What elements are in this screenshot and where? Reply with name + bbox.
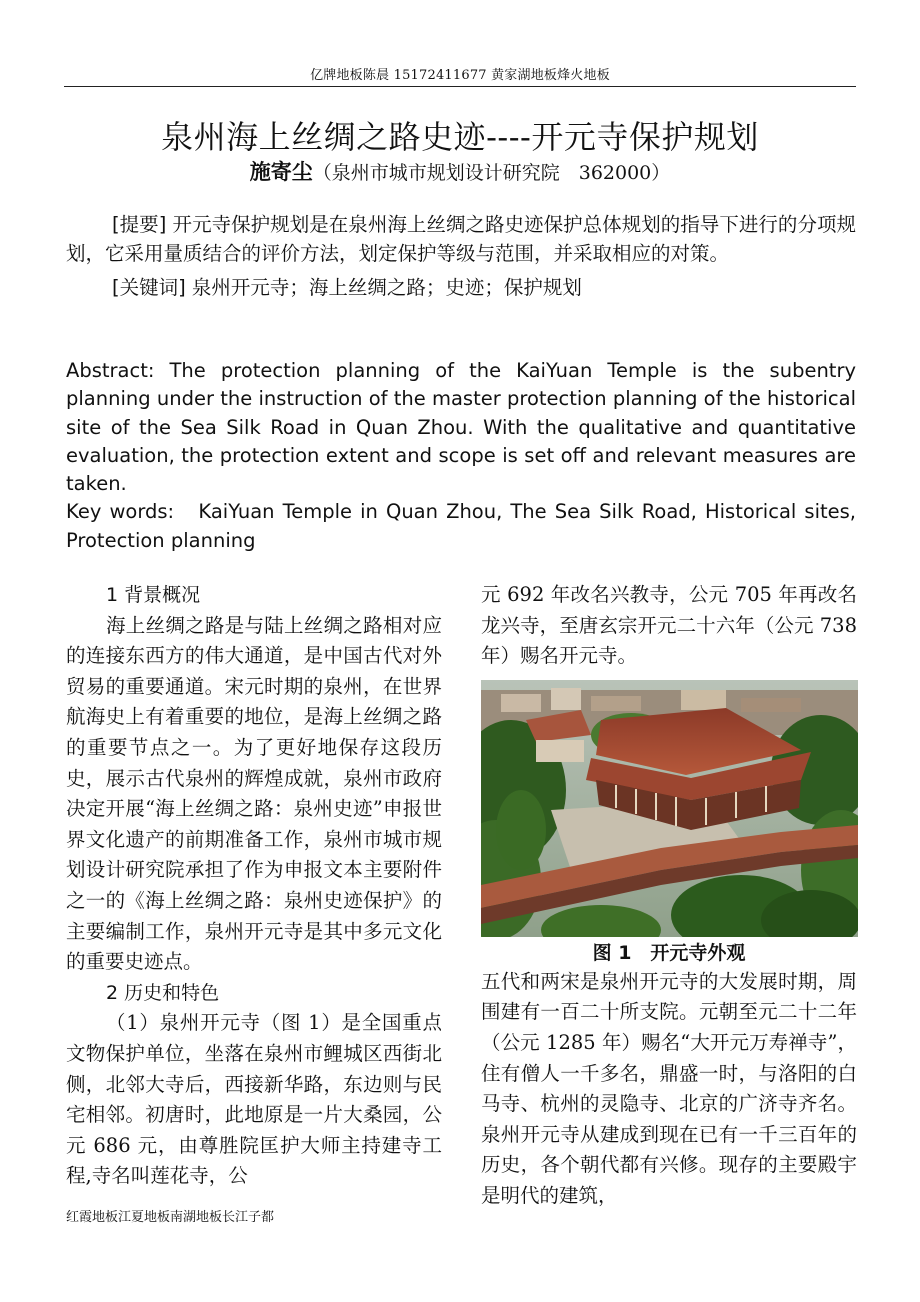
chinese-abstract (66, 210, 856, 302)
abstract-label: [提要] (112, 213, 167, 236)
section-2-heading: 2 历史和特色 (106, 981, 220, 1004)
right-column-text-bottom: 五代和两宋是泉州开元寺的大发展时期，周围建有一百二十所支院。元朝至元二十二年（公元 1285 年）赐名“大开元万寿禅寺”，住有僧人一千多名，鼎盛一时，与洛阳的白马寺、杭州的灵隐寺、北京的广济寺齐名。泉州开元寺从建成到现在已有一千三百年的历史，各个朝代都有兴修。现存的主要殿宇是明代的建筑， (481, 969, 857, 1207)
right-column-text-top: 元 692 年改名兴教寺，公元 705 年再改名龙兴寺，至唐玄宗开元二十六年（公元 738 年）赐名开元寺。 (481, 583, 857, 668)
temple-photo-illustration (481, 680, 858, 937)
right-column (481, 580, 857, 1212)
left-column (66, 580, 442, 1192)
english-abstract-text: The protection planning of the KaiYuan Temple is the subentry planning under the instruction of the master protection planning of the historical site of the Sea Silk Road in Quan Zhou. With the qualitative and quantitative evaluation, the protection extent and scope is set off and relevant measures are taken. (66, 359, 857, 496)
english-abstract (66, 357, 856, 555)
chinese-abstract-paragraph (66, 210, 856, 268)
temple-photo (481, 680, 858, 937)
keywords-label: [关键词] (112, 276, 186, 299)
author-affiliation: （泉州市城市规划设计研究院 362000） (312, 162, 671, 184)
section-1-heading: 1 背景概况 (106, 584, 201, 606)
abstract-text: 开元寺保护规划是在泉州海上丝绸之路史迹保护总体规划的指导下进行的分项规划，它采用量质结合的评价方法，划定保护等级与范围，并采取相应的对策。 (66, 213, 856, 265)
english-keywords-paragraph (66, 498, 856, 555)
page-header: 亿牌地板陈晨 15172411677 黄家湖地板烽火地板 (310, 68, 610, 83)
english-abstract-paragraph (66, 357, 856, 498)
author-name: 施寄尘 (249, 160, 313, 184)
chinese-keywords-paragraph (66, 273, 856, 302)
article-title: 泉州海上丝绸之路史迹----开元寺保护规划 (161, 118, 759, 156)
english-keywords-label: Key words: (66, 500, 175, 524)
section-2-body: （1）泉州开元寺（图 1）是全国重点文物保护单位，坐落在泉州市鲤城区西街北侧，北邻大寺后，西接新华路，东边则与民宅相邻。初唐时，此地原是一片大桑园，公元 686 元，由尊胜院匡护大师主持建寺工程,寺名叫莲花寺，公 (66, 1011, 442, 1188)
page-footer: 红霞地板江夏地板南湖地板长江子都 (66, 1210, 275, 1225)
section-1-body: 海上丝绸之路是与陆上丝绸之路相对应的连接东西方的伟大通道，是中国古代对外贸易的重要通道。宋元时期的泉州，在世界航海史上有着重要的地位，是海上丝绸之路的重要节点之一。为了更好地保存这段历史，展示古代泉州的辉煌成就，泉州市政府决定开展“海上丝绸之路：泉州史迹”申报世界文化遗产的前期准备工作，泉州市城市规划设计研究院承担了作为申报文本主要附件之一的《海上丝绸之路：泉州史迹保护》的主要编制工作，泉州开元寺是其中多元文化的重要史迹点。 (66, 613, 442, 974)
english-keywords-text: KaiYuan Temple in Quan Zhou, The Sea Silk Road, Historical sites, Protection planning (66, 500, 856, 552)
figure-1-caption: 图 1 开元寺外观 (592, 941, 746, 964)
header-divider (64, 86, 856, 87)
keywords-text: 泉州开元寺；海上丝绸之路；史迹；保护规划 (191, 276, 582, 299)
author-line (0, 156, 920, 186)
english-abstract-label: Abstract: (66, 359, 155, 382)
